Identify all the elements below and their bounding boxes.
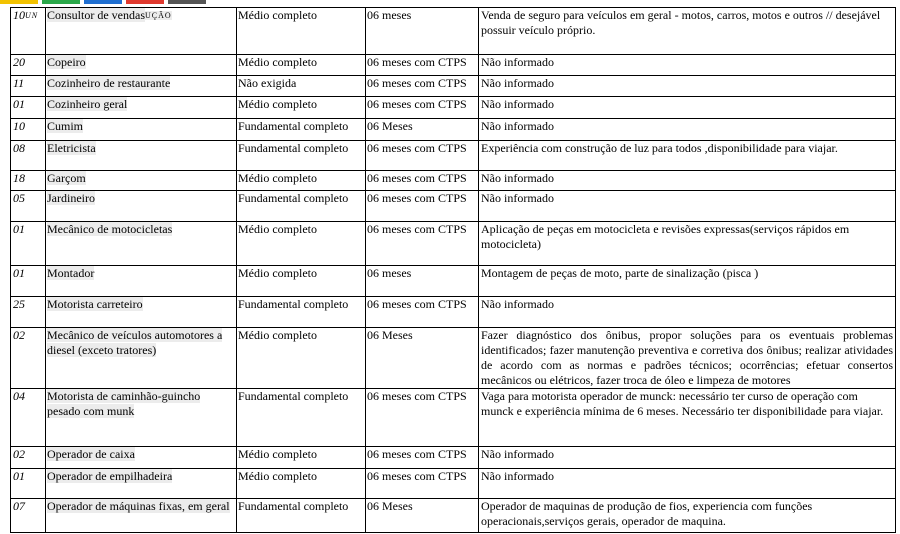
- table-row: [11, 266, 896, 297]
- job-title-cell: Copeiro: [46, 55, 237, 76]
- job-title-cell: Eletricista: [46, 141, 237, 171]
- job-title-cell: Cozinheiro de restaurante: [46, 76, 237, 97]
- experience-cell: 06 meses com CTPS: [366, 447, 479, 469]
- education-cell: Fundamental completo: [237, 119, 366, 141]
- table-row: [11, 97, 896, 119]
- description-cell: Não informado: [479, 469, 896, 499]
- qty-cell: 18: [11, 171, 46, 191]
- stripe-5: [168, 0, 206, 4]
- job-title-cell: Motorista de caminhão-guincho pesado com munk: [46, 389, 237, 447]
- experience-cell: 06 meses com CTPS: [366, 389, 479, 447]
- description-cell: Não informado: [479, 76, 896, 97]
- description-cell: Experiência com construção de luz para todos ,disponibilidade para viajar.: [479, 141, 896, 171]
- table-row: [11, 297, 896, 328]
- description-cell: Não informado: [479, 97, 896, 119]
- description-cell: Não informado: [479, 171, 896, 191]
- education-cell: Médio completo: [237, 97, 366, 119]
- education-cell: Médio completo: [237, 328, 366, 389]
- table-row: [11, 171, 896, 191]
- qty-cell: 10: [11, 119, 46, 141]
- experience-cell: 06 meses: [366, 266, 479, 297]
- qty-cell: 07: [11, 499, 46, 533]
- job-title-cell: Operador de máquinas fixas, em geral: [46, 499, 237, 533]
- experience-cell: 06 Meses: [366, 119, 479, 141]
- experience-cell: 06 meses com CTPS: [366, 171, 479, 191]
- qty-cell: 04: [11, 389, 46, 447]
- description-cell: Montagem de peças de moto, parte de sinalização (pisca ): [479, 266, 896, 297]
- experience-cell: 06 meses: [366, 8, 479, 55]
- experience-cell: 06 meses com CTPS: [366, 97, 479, 119]
- table-row: [11, 222, 896, 266]
- education-cell: Fundamental completo: [237, 389, 366, 447]
- stripe-4: [126, 0, 164, 4]
- experience-cell: 06 meses com CTPS: [366, 141, 479, 171]
- table-row: [11, 447, 896, 469]
- qty-cell: 08: [11, 141, 46, 171]
- description-cell: Fazer diagnóstico dos ônibus, propor soluções para os eventuais problemas identificados; fazer manutenção preventiva e corretiva dos ônibus; realizar atividades de acordo com as normas e padrões técnicos; ocorrências; efetuar consertos mecânicos ou elétricos, fazer troca de óleo e limpeza de motores: [479, 328, 896, 389]
- top-color-stripe: [0, 0, 210, 4]
- education-cell: Não exigida: [237, 76, 366, 97]
- education-cell: Médio completo: [237, 469, 366, 499]
- qty-cell: 01: [11, 266, 46, 297]
- experience-cell: 06 meses com CTPS: [366, 469, 479, 499]
- education-cell: Médio completo: [237, 266, 366, 297]
- job-title-cell: Jardineiro: [46, 191, 237, 222]
- description-cell: Venda de seguro para veículos em geral - motos, carros, motos e outros // desejável possuir veículo próprio.: [479, 8, 896, 55]
- job-vacancies-table: [10, 7, 896, 533]
- description-cell: Operador de maquinas de produção de fios, experiencia com funções operacionais,serviços gerais, operador de maquina.: [479, 499, 896, 533]
- table-row: [11, 76, 896, 97]
- qty-cell: 02: [11, 447, 46, 469]
- qty-cell: 20: [11, 55, 46, 76]
- stripe-2: [42, 0, 80, 4]
- education-cell: Médio completo: [237, 55, 366, 76]
- job-title-cell: Montador: [46, 266, 237, 297]
- qty-cell: 11: [11, 76, 46, 97]
- description-cell: Vaga para motorista operador de munck: necessário ter curso de operação com munck e experiência mínima de 6 meses. Necessário ter disponibilidade para viajar.: [479, 389, 896, 447]
- job-title-cell: Operador de empilhadeira: [46, 469, 237, 499]
- experience-cell: 06 Meses: [366, 328, 479, 389]
- experience-cell: 06 Meses: [366, 499, 479, 533]
- table-row: [11, 55, 896, 76]
- experience-cell: 06 meses com CTPS: [366, 297, 479, 328]
- description-cell: Não informado: [479, 191, 896, 222]
- experience-cell: 06 meses com CTPS: [366, 55, 479, 76]
- experience-cell: 06 meses com CTPS: [366, 191, 479, 222]
- qty-cell: 01: [11, 469, 46, 499]
- education-cell: Fundamental completo: [237, 297, 366, 328]
- description-cell: Aplicação de peças em motocicleta e revisões expressas(serviços rápidos em motocicleta): [479, 222, 896, 266]
- job-title-cell: Mecânico de motocicletas: [46, 222, 237, 266]
- job-title-cell: Garçom: [46, 171, 237, 191]
- job-title-cell: Motorista carreteiro: [46, 297, 237, 328]
- table-row: [11, 8, 896, 55]
- job-title-cell: Mecânico de veículos automotores a diesel (exceto tratores): [46, 328, 237, 389]
- education-cell: Médio completo: [237, 222, 366, 266]
- table-row: [11, 389, 896, 447]
- table-row: [11, 499, 896, 533]
- job-title-cell: Cumim: [46, 119, 237, 141]
- experience-cell: 06 meses com CTPS: [366, 222, 479, 266]
- education-cell: Fundamental completo: [237, 499, 366, 533]
- job-title-cell: Consultor de vendas$^{UÇÃO}$: [46, 8, 237, 55]
- qty-cell: 01: [11, 97, 46, 119]
- stripe-1: [0, 0, 38, 4]
- education-cell: Médio completo: [237, 447, 366, 469]
- description-cell: Não informado: [479, 297, 896, 328]
- description-cell: Não informado: [479, 119, 896, 141]
- description-cell: Não informado: [479, 55, 896, 76]
- table-row: [11, 469, 896, 499]
- education-cell: Fundamental completo: [237, 141, 366, 171]
- qty-cell: 05: [11, 191, 46, 222]
- table-row: [11, 141, 896, 171]
- qty-cell: $10^{UN}$: [11, 8, 46, 55]
- qty-cell: 02: [11, 328, 46, 389]
- job-title-cell: Operador de caixa: [46, 447, 237, 469]
- job-title-cell: Cozinheiro geral: [46, 97, 237, 119]
- table-row: [11, 119, 896, 141]
- qty-cell: 01: [11, 222, 46, 266]
- education-cell: Médio completo: [237, 171, 366, 191]
- education-cell: Fundamental completo: [237, 191, 366, 222]
- table-row: [11, 328, 896, 389]
- education-cell: Médio completo: [237, 8, 366, 55]
- description-cell: Não informado: [479, 447, 896, 469]
- table-row: [11, 191, 896, 222]
- stripe-3: [84, 0, 122, 4]
- experience-cell: 06 meses com CTPS: [366, 76, 479, 97]
- qty-cell: 25: [11, 297, 46, 328]
